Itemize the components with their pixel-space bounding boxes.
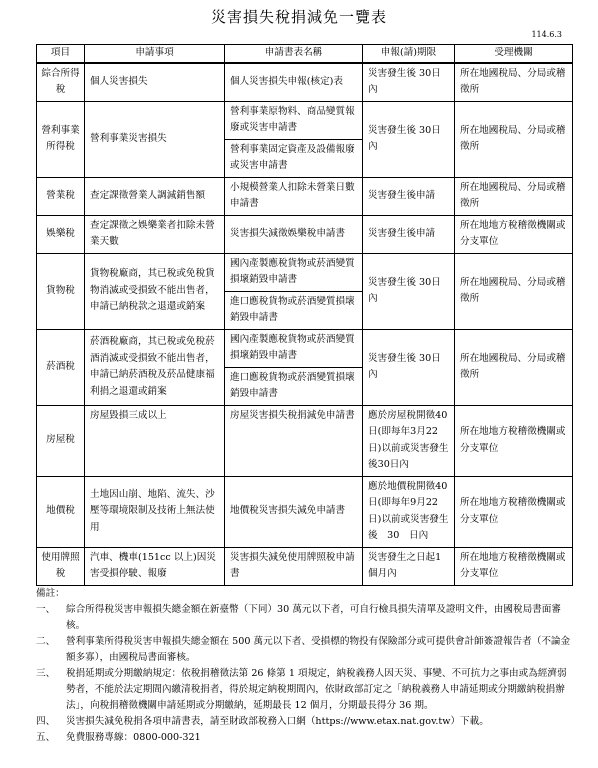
row-form: 災害損失減免使用牌照稅申請書 (225, 547, 363, 585)
row-form: 進口應稅貨物或菸酒變質損壞銷毀申請書 (225, 291, 363, 329)
note-item (36, 602, 572, 634)
note-text: 稅捐延期或分期繳納規定：依稅捐稽徵法第 26 條第 1 項規定，納稅義務人因天災、事變、不可抗力之事由或為經濟弱勢者，不能於法定期間內繳清稅捐者，得於規定納稅期間內，依財政部訂定之「納稅義務人申請延期或分期繳納稅捐辦法」，向稅捐稽徵機關申請延期或分期繳納，延期最長 12 個月，分期最長得分 36 期。 (66, 668, 567, 711)
row-agency: 所在地國稅局、分局或稽徵所 (455, 177, 573, 215)
note-item (36, 714, 572, 730)
row-agency: 所在地地方稅稽徵機關或分支單位 (455, 547, 573, 585)
row-item: 營利事業所得稅 (37, 101, 85, 177)
row-form: 房屋災害損失稅捐減免申請書 (225, 405, 363, 476)
note-number: 四、 (36, 716, 56, 727)
publish-date: 114.6.3 (531, 30, 562, 39)
row-agency: 所在地國稅局、分局或稽徵所 (455, 253, 573, 329)
row-agency: 所在地地方稅稽徵機關或分支單位 (455, 215, 573, 253)
row-matter: 土地因山崩、地陷、流失、沙壓等環境限制及技術上無法使用 (85, 476, 225, 547)
table-row (37, 547, 573, 585)
header-item: 項目 (37, 45, 85, 63)
row-matter: 菸酒稅廠商，其已稅或免稅菸酒消滅或受損致不能出售者，申請已納菸酒稅及菸品健康福利捐之退還或銷案 (85, 329, 225, 405)
page-title: 災害損失稅捐減免一覽表 (210, 8, 387, 26)
note-text: 免費服務專線：0800-000-321 (66, 732, 201, 743)
row-deadline: 應於房屋稅開徵40日(即每年3月22日)以前或災害發生後30日內 (363, 405, 455, 476)
table-row (37, 329, 573, 367)
header-form: 申請書表名稱 (225, 45, 363, 63)
row-form: 進口應稅貨物或菸酒變質損壞銷毀申請書 (225, 367, 363, 405)
row-item: 菸酒稅 (37, 329, 85, 405)
note-item (36, 666, 572, 714)
row-deadline: 應於地價稅開徵40日(即每年9月22日)以前或災害發生後 30 日內 (363, 476, 455, 547)
row-agency: 所在地國稅局、分局或稽徵所 (455, 329, 573, 405)
row-matter: 汽車、機車(151cc 以上)因災害受損停駛、報廢 (85, 547, 225, 585)
note-number: 一、 (36, 604, 56, 615)
note-text: 災害損失減免稅捐各項申請書表，請至財政部稅務入口網（https://www.etax.nat.gov.tw）下載。 (66, 716, 489, 727)
row-matter: 營利事業災害損失 (85, 101, 225, 177)
row-form: 營利事業原物料、商品變質報廢或災害申請書 (225, 101, 363, 139)
row-deadline: 災害發生後 30日內 (363, 63, 455, 102)
row-form: 小規模營業人扣除未營業日數申請書 (225, 177, 363, 215)
note-number: 五、 (36, 732, 56, 743)
row-item: 房屋稅 (37, 405, 85, 476)
row-matter: 個人災害損失 (85, 63, 225, 102)
row-form: 災害損失減徵娛樂稅申請書 (225, 215, 363, 253)
table-row (37, 215, 573, 253)
row-item: 使用牌照稅 (37, 547, 85, 585)
row-agency: 所在地國稅局、分局或稽徵所 (455, 101, 573, 177)
table-row (37, 101, 573, 139)
row-form: 營利事業固定資產及設備報廢或災害申請書 (225, 139, 363, 177)
note-text: 營利事業所得稅災害申報損失總金額在 500 萬元以下者、受損標的物投有保險部分或可提供會計師簽證報告者（不論金額多寡），由國稅局書面審核。 (66, 636, 571, 663)
row-item: 營業稅 (37, 177, 85, 215)
row-deadline: 災害發生後 30日內 (363, 253, 455, 329)
header-deadline: 申報(請)期限 (363, 45, 455, 63)
notes-section (36, 586, 572, 746)
row-deadline: 災害發生後申請 (363, 177, 455, 215)
table-header-row (37, 45, 573, 63)
row-deadline: 災害發生後申請 (363, 215, 455, 253)
row-item: 綜合所得稅 (37, 63, 85, 102)
row-agency: 所在地地方稅稽徵機關或分支單位 (455, 405, 573, 476)
table-row (37, 405, 573, 476)
row-deadline: 災害發生之日起1個月內 (363, 547, 455, 585)
row-item: 貨物稅 (37, 253, 85, 329)
row-matter: 貨物稅廠商，其已稅或免稅貨物消滅或受損致不能出售者，申請已納稅款之退還或銷案 (85, 253, 225, 329)
note-number: 二、 (36, 636, 56, 647)
row-item: 娛樂稅 (37, 215, 85, 253)
table-row (37, 253, 573, 291)
header-agency: 受理機關 (455, 45, 573, 63)
note-item (36, 634, 572, 666)
row-form: 國內產製應稅貨物或菸酒變質損壞銷毀申請書 (225, 329, 363, 367)
note-number: 三、 (36, 668, 56, 679)
row-matter: 查定課徵營業人調減銷售額 (85, 177, 225, 215)
row-form: 個人災害損失申報(核定)表 (225, 63, 363, 102)
row-matter: 房屋毀損三成以上 (85, 405, 225, 476)
table-row (37, 177, 573, 215)
row-deadline: 災害發生後 30日內 (363, 101, 455, 177)
row-form: 地價稅災害損失減免申請書 (225, 476, 363, 547)
row-item: 地價稅 (37, 476, 85, 547)
row-deadline: 災害發生後 30日內 (363, 329, 455, 405)
note-item (36, 730, 572, 746)
table-row (37, 63, 573, 102)
table-row (37, 476, 573, 547)
row-agency: 所在地國稅局、分局或稽徵所 (455, 63, 573, 102)
notes-heading: 備註： (36, 588, 65, 599)
row-matter: 查定課徵之娛樂業者扣除未營業天數 (85, 215, 225, 253)
tax-relief-table (36, 44, 573, 586)
note-text: 綜合所得稅災害申報損失總金額在新臺幣（下同）30 萬元以下者，可自行檢具損失清單及證明文件，由國稅局書面審核。 (66, 604, 561, 631)
row-agency: 所在地地方稅稽徵機關或分支單位 (455, 476, 573, 547)
header-matter: 申請事項 (85, 45, 225, 63)
row-form: 國內產製應稅貨物或菸酒變質損壞銷毀申請書 (225, 253, 363, 291)
